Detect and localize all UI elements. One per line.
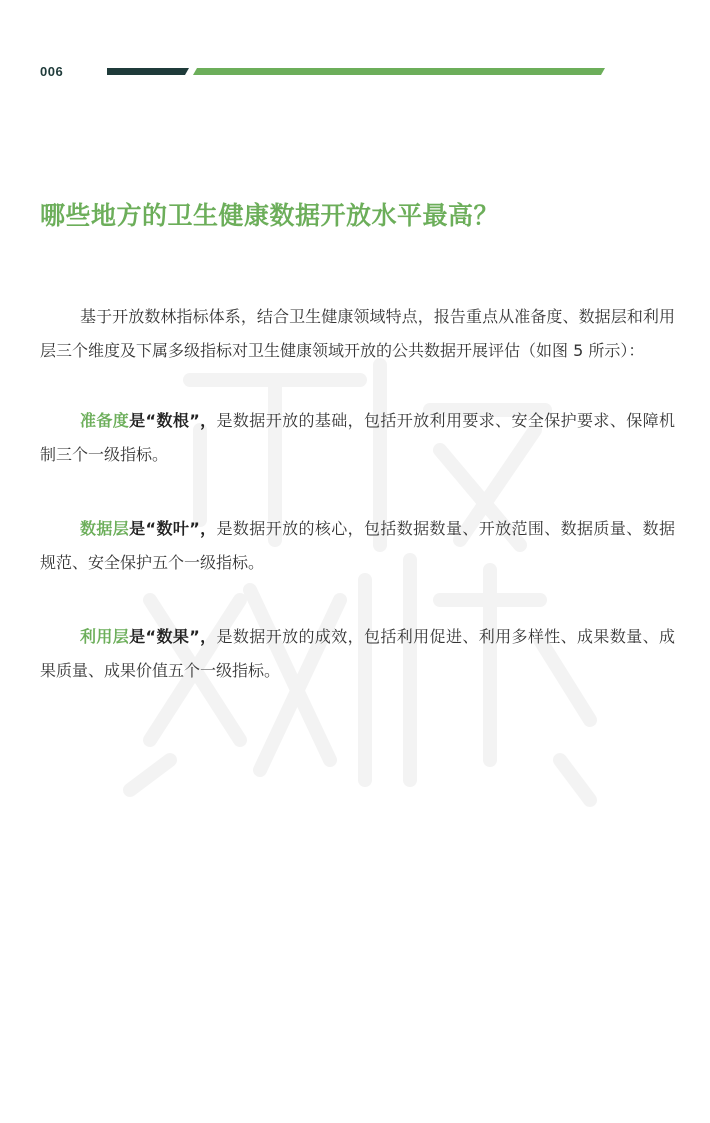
dimension-description: 是数据开放的基础，包括开放利用要求、安全保护要求、保障机制三个一级指标。 bbox=[40, 411, 675, 464]
intro-paragraph: 基于开放数林指标体系，结合卫生健康领域特点，报告重点从准备度、数据层和利用层三个维度及下属多级指标对卫生健康领域开放的公共数据开展评估（如图 5 所示）： bbox=[40, 307, 675, 360]
main-content bbox=[40, 300, 675, 728]
dimension-metaphor: 是“数叶”， bbox=[129, 519, 217, 538]
page-title: 哪些地方的卫生健康数据开放水平最高？ bbox=[40, 201, 500, 230]
dimension-paragraph-readiness bbox=[40, 404, 675, 472]
dimension-term: 准备度 bbox=[80, 411, 130, 430]
dimension-description: 是数据开放的成效，包括利用促进、利用多样性、成果数量、成果质量、成果价值五个一级指标。 bbox=[40, 627, 675, 680]
dimension-metaphor: 是“数果”， bbox=[129, 627, 217, 646]
dimension-term: 利用层 bbox=[80, 627, 130, 646]
dimension-term: 数据层 bbox=[80, 519, 130, 538]
dimension-paragraph-data-layer bbox=[40, 512, 675, 580]
dimension-metaphor: 是“数根”， bbox=[129, 411, 217, 430]
dimension-description: 是数据开放的核心，包括数据数量、开放范围、数据质量、数据规范、安全保护五个一级指标。 bbox=[40, 519, 675, 572]
dimension-paragraph-utilization-layer bbox=[40, 620, 675, 688]
page-number: 006 bbox=[40, 64, 64, 79]
